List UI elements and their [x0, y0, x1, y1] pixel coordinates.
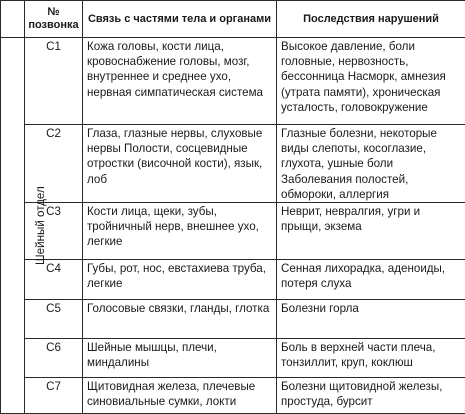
connection-cell: Кожа головы, кости лица, кровоснабжение головы, мозг, внутреннее и среднее ухо, нервная симпатическая система — [83, 38, 277, 125]
vertebra-cell: C5 — [25, 300, 83, 339]
connection-cell: Щитовидная железа, плечевые синовиальные сумки, локти — [83, 378, 277, 414]
vertebra-cell: C6 — [25, 339, 83, 378]
table-row — [1, 203, 465, 260]
consequences-cell: Болезни щитовидной железы, простуда, бурсит — [277, 378, 465, 414]
vertebra-cell: C2 — [25, 125, 83, 203]
consequences-cell: Сенная лихорадка, аденоиды, потеря слуха — [277, 260, 465, 300]
connection-cell: Губы, рот, нос, евстахиева труба, легкие — [83, 260, 277, 300]
consequences-cell: Глазные болезни, некоторые виды слепоты, косоглазие, глухота, ушные боли Заболевания полостей, обмороки, аллергия — [277, 125, 465, 203]
region-label: Шейный отдел — [33, 186, 48, 265]
header-row — [1, 1, 465, 38]
consequences-cell: Боль в верхней части плеча, тонзиллит, круп, коклюш — [277, 339, 465, 378]
connection-cell: Голосовые связки, гланды, глотка — [83, 300, 277, 339]
header-number: № позвонка — [25, 1, 83, 38]
vertebra-cell: C4 — [25, 260, 83, 300]
consequences-cell: Высокое давление, боли головные, нервозность, бессонница Насморк, амнезия (утрата памяти), хроническая усталость, головокружение — [277, 38, 465, 125]
vertebra-cell: C1 — [25, 38, 83, 125]
header-consequences: Последствия нарушений — [277, 1, 465, 38]
table-row — [1, 38, 465, 125]
table-row — [1, 125, 465, 203]
header-connection: Связь с частями тела и органами — [83, 1, 277, 38]
connection-cell: Кости лица, щеки, зубы, тройничный нерв, внешнее ухо, легкие — [83, 203, 277, 260]
table-row — [1, 378, 465, 414]
consequences-cell: Болезни горла — [277, 300, 465, 339]
header-blank — [1, 1, 25, 38]
connection-cell: Глаза, глазные нервы, слуховые нервы Полости, сосцевидные отростки (височной кости), язык, лоб — [83, 125, 277, 203]
table-row — [1, 260, 465, 300]
vertebra-cell: C3 — [25, 203, 83, 260]
consequences-cell: Неврит, невралгия, угри и прыщи, экзема — [277, 203, 465, 260]
table-row — [1, 300, 465, 339]
table-row — [1, 339, 465, 378]
connection-cell: Шейные мышцы, плечи, миндалины — [83, 339, 277, 378]
vertebra-cell: C7 — [25, 378, 83, 414]
region-label-cell — [1, 38, 25, 414]
